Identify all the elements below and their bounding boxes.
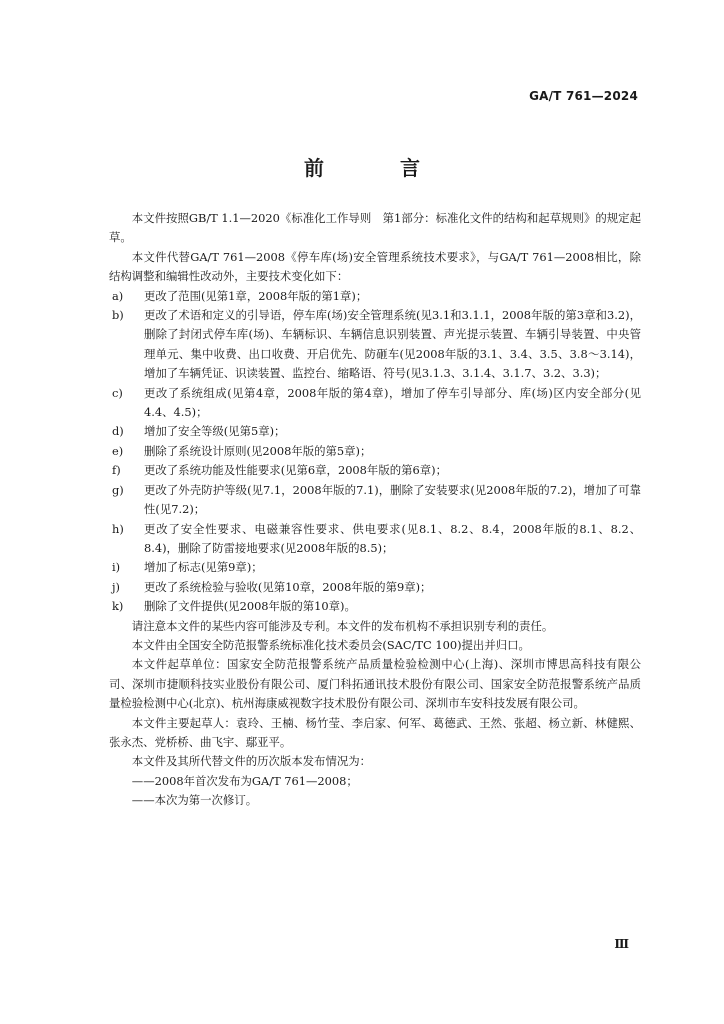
change-item	[109, 520, 641, 559]
document-body	[109, 209, 641, 811]
change-item	[109, 442, 641, 461]
list-marker: b)	[112, 308, 124, 323]
change-item	[109, 287, 641, 306]
change-text: 增加了安全等级(见第5章)；	[144, 424, 286, 439]
change-item	[109, 306, 641, 384]
paragraph: 本文件及其所代替文件的历次版本发布情况为：	[131, 754, 372, 769]
paragraph: 本文件代替GA/T 761—2008《停车库(场)安全管理系统技术要求》，与GA/T 761—2008相比，除结构调整和编辑性改动外，主要技术变化如下：	[109, 249, 641, 284]
version-history	[109, 772, 641, 811]
list-marker: e)	[112, 443, 124, 458]
change-text: 删除了系统设计原则(见2008年版的第5章)；	[144, 443, 372, 458]
paragraph: 本文件按照GB/T 1.1—2020《标准化工作导则 第1部分：标准化文件的结构和起草规则》的规定起草。	[109, 211, 641, 245]
paragraph: 本文件主要起草人：袁玲、王楠、杨竹莹、李启家、何军、葛德武、王然、张超、杨立新、林健熙、张永杰、党桥桥、曲飞宇、鄢亚平。	[109, 715, 641, 749]
change-text: 更改了安全性要求、电磁兼容性要求、供电要求(见8.1、8.2、8.4，2008年版的8.1、8.2、8.4)，删除了防雷接地要求(见2008年版的8.5)；	[144, 521, 641, 555]
history-entry: ——2008年首次发布为GA/T 761—2008；	[131, 773, 358, 788]
list-marker: j)	[112, 579, 120, 594]
change-text: 更改了术语和定义的引导语，停车库(场)安全管理系统(见3.1和3.1.1，2008年版的第3章和3.2)，删除了封闭式停车库(场)、车辆标识、车辆信息识别装置、声光提示装置、车辆引导装置、中央管理单元、集中收费、出口收费、开启优先、防砸车(见2008年版的3.1、3.4、3.5、3.8～3.14)，增加了车辆凭证、识读装置、监控台、缩略语、符号(见3.1.3、3.1.4、3.1.7、3.2、3.3)；	[144, 308, 641, 381]
list-marker: f)	[112, 463, 121, 478]
paragraph: 本文件由全国安全防范报警系统标准化技术委员会(SAC/TC 100)提出并归口。	[131, 637, 530, 652]
list-marker: i)	[112, 560, 121, 575]
change-list	[109, 287, 641, 617]
change-text: 删除了文件提供(见2008年版的第10章)。	[144, 599, 356, 614]
change-item	[109, 558, 641, 577]
list-marker: g)	[112, 482, 124, 497]
change-text: 更改了范围(见第1章，2008年版的第1章)；	[144, 288, 368, 303]
page-title: 前 言	[304, 156, 448, 180]
list-marker: h)	[112, 521, 124, 536]
closing-paragraphs	[109, 617, 641, 772]
paragraph: 本文件起草单位：国家安全防范报警系统产品质量检验检测中心(上海)、深圳市博思高科技有限公司、深圳市捷顺科技实业股份有限公司、厦门科拓通讯技术股份有限公司、国家安全防范报警系统产品质量检验检测中心(北京)、杭州海康威视数字技术股份有限公司、深圳市车安科技发展有限公司。	[109, 657, 641, 711]
change-text: 更改了系统检验与验收(见第10章，2008年版的第9章)；	[144, 579, 432, 594]
change-item	[109, 422, 641, 441]
intro-paragraphs	[109, 209, 641, 287]
change-text: 更改了系统组成(见第4章，2008年版的第4章)，增加了停车引导部分、库(场)区内安全部分(见4.4、4.5)；	[144, 385, 641, 420]
change-item	[109, 461, 641, 480]
list-marker: a)	[112, 288, 124, 303]
paragraph: 请注意本文件的某些内容可能涉及专利。本文件的发布机构不承担识别专利的责任。	[131, 618, 554, 633]
standard-code: GA/T 761—2024	[529, 89, 638, 103]
page-number: Ⅲ	[614, 937, 629, 951]
list-marker: c)	[112, 385, 123, 400]
change-item	[109, 597, 641, 616]
history-entry: ——本次为第一次修订。	[131, 793, 258, 808]
change-text: 更改了外壳防护等级(见7.1，2008年版的7.1)，删除了安装要求(见2008年版的7.2)，增加了可靠性(见7.2)；	[144, 482, 641, 517]
change-item	[109, 384, 641, 423]
change-item	[109, 481, 641, 520]
list-marker: d)	[112, 424, 124, 439]
list-marker: k)	[112, 599, 124, 614]
change-text: 更改了系统功能及性能要求(见第6章，2008年版的第6章)；	[144, 463, 447, 478]
change-text: 增加了标志(见第9章)；	[144, 560, 263, 575]
change-item	[109, 578, 641, 597]
